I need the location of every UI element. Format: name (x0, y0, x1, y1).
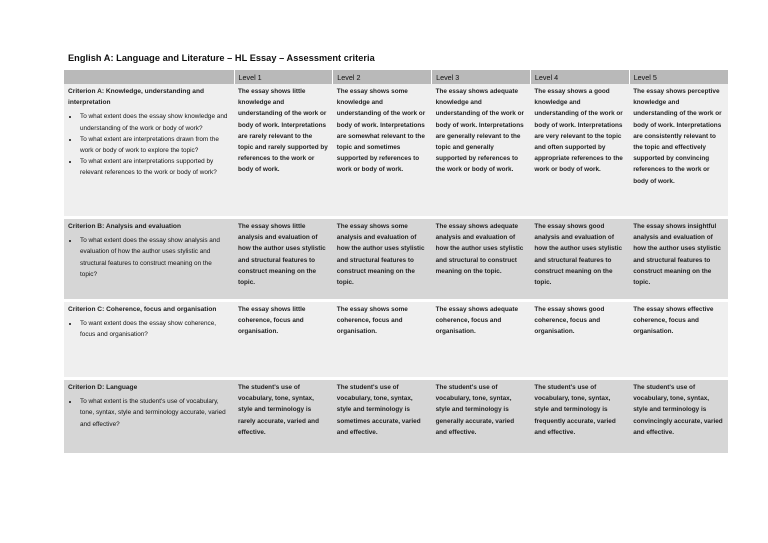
criterion-cell (64, 84, 234, 216)
descriptor-level-5: The essay shows effective coherence, focus and organisation. (629, 302, 728, 377)
descriptor-level-2: The essay shows some knowledge and understanding of the work or body of work. Interpretations are somewhat relevant to the topic and sometimes supported by references to work or body of work. (333, 84, 432, 216)
descriptor-level-4: The student's use of vocabulary, tone, syntax, style and terminology is frequently accurate, varied and effective. (530, 380, 629, 453)
criterion-question-list (68, 111, 230, 178)
criterion-cell (64, 302, 234, 377)
descriptor-level-1: The essay shows little knowledge and understanding of the work or body of work. Interpretations are rarely relevant to the topic and rarely supported by references to the work or body of work. (234, 84, 333, 216)
header-level-1: Level 1 (234, 70, 333, 84)
descriptor-level-2: The essay shows some coherence, focus and organisation. (333, 302, 432, 377)
descriptor-level-5: The essay shows perceptive knowledge and understanding of the work or body of work. Interpretations are consistently relevant to the topic and effectively supported by convincing references to the work or body of work. (629, 84, 728, 216)
header-row (64, 70, 728, 84)
criterion-title: Criterion B: Analysis and evaluation (68, 223, 181, 230)
assessment-criteria-table (64, 70, 728, 453)
descriptor-level-3: The essay shows adequate knowledge and understanding of the work or body of work. Interpretations are generally relevant to the topic and generally supported by references to the work or body of work. (432, 84, 531, 216)
criterion-question: • To what extent is the student's use of vocabulary, tone, syntax, style and terminology accurate, varied and effective? (79, 396, 230, 430)
criterion-cell (64, 380, 234, 453)
descriptor-level-4: The essay shows a good knowledge and understanding of the work or body of work. Interpretations are very relevant to the topic and often supported by appropriate references to the work or body of work. (530, 84, 629, 216)
header-level-3: Level 3 (432, 70, 531, 84)
criterion-question-list (68, 235, 230, 280)
header-level-4: Level 4 (530, 70, 629, 84)
descriptor-level-4: The essay shows good coherence, focus and organisation. (530, 302, 629, 377)
criterion-row-c (64, 302, 728, 377)
criterion-question: • To want extent does the essay show coherence, focus and organisation? (79, 318, 230, 340)
header-level-2: Level 2 (333, 70, 432, 84)
descriptor-level-2: The student's use of vocabulary, tone, syntax, style and terminology is sometimes accurate, varied and effective. (333, 380, 432, 453)
descriptor-level-3: The student's use of vocabulary, tone, syntax, style and terminology is generally accurate, varied and effective. (432, 380, 531, 453)
descriptor-level-3: The essay shows adequate coherence, focus and organisation. (432, 302, 531, 377)
descriptor-level-3: The essay shows adequate analysis and evaluation of how the author uses stylistic and structural to construct meaning on the topic. (432, 219, 531, 299)
criterion-title: Criterion A: Knowledge, understanding and interpretation (68, 88, 205, 107)
criterion-question: • To what extent are interpretations supported by relevant references to the work or body of work? (79, 156, 230, 178)
document-title: English A: Language and Literature – HL Essay – Assessment criteria (68, 53, 375, 63)
criterion-question: • To what extent does the essay show analysis and evaluation of how the author uses stylistic and structural features to construct meaning on the topic? (79, 235, 230, 280)
criterion-question-list (68, 396, 230, 430)
criterion-title: Criterion D: Language (68, 384, 138, 391)
descriptor-level-2: The essay shows some analysis and evaluation of how the author uses stylistic and structural features to construct meaning on the topic. (333, 219, 432, 299)
criterion-row-b (64, 219, 728, 299)
descriptor-level-4: The essay shows good analysis and evaluation of how the author uses stylistic and structural features to construct meaning on the topic. (530, 219, 629, 299)
header-level-5: Level 5 (629, 70, 728, 84)
criterion-title: Criterion C: Coherence, focus and organisation (68, 306, 217, 313)
criterion-question-list (68, 318, 230, 340)
descriptor-level-5: The essay shows insightful analysis and evaluation of how the author uses stylistic and structural features to construct meaning on the topic. (629, 219, 728, 299)
criterion-cell (64, 219, 234, 299)
descriptor-level-1: The student's use of vocabulary, tone, syntax, style and terminology is rarely accurate, varied and effective. (234, 380, 333, 453)
criterion-question: • To what extent does the essay show knowledge and understanding of the work or body of work? (79, 111, 230, 133)
descriptor-level-5: The student's use of vocabulary, tone, syntax, style and terminology is convincingly accurate, varied and effective. (629, 380, 728, 453)
criterion-row-a (64, 84, 728, 216)
criterion-row-d (64, 380, 728, 453)
descriptor-level-1: The essay shows little analysis and evaluation of how the author uses stylistic and structural features to construct meaning on the topic. (234, 219, 333, 299)
descriptor-level-1: The essay shows little coherence, focus and organisation. (234, 302, 333, 377)
header-corner-cell (64, 70, 234, 84)
criterion-question: • To what extent are interpretations drawn from the work or body of work to explore the topic? (79, 134, 230, 156)
